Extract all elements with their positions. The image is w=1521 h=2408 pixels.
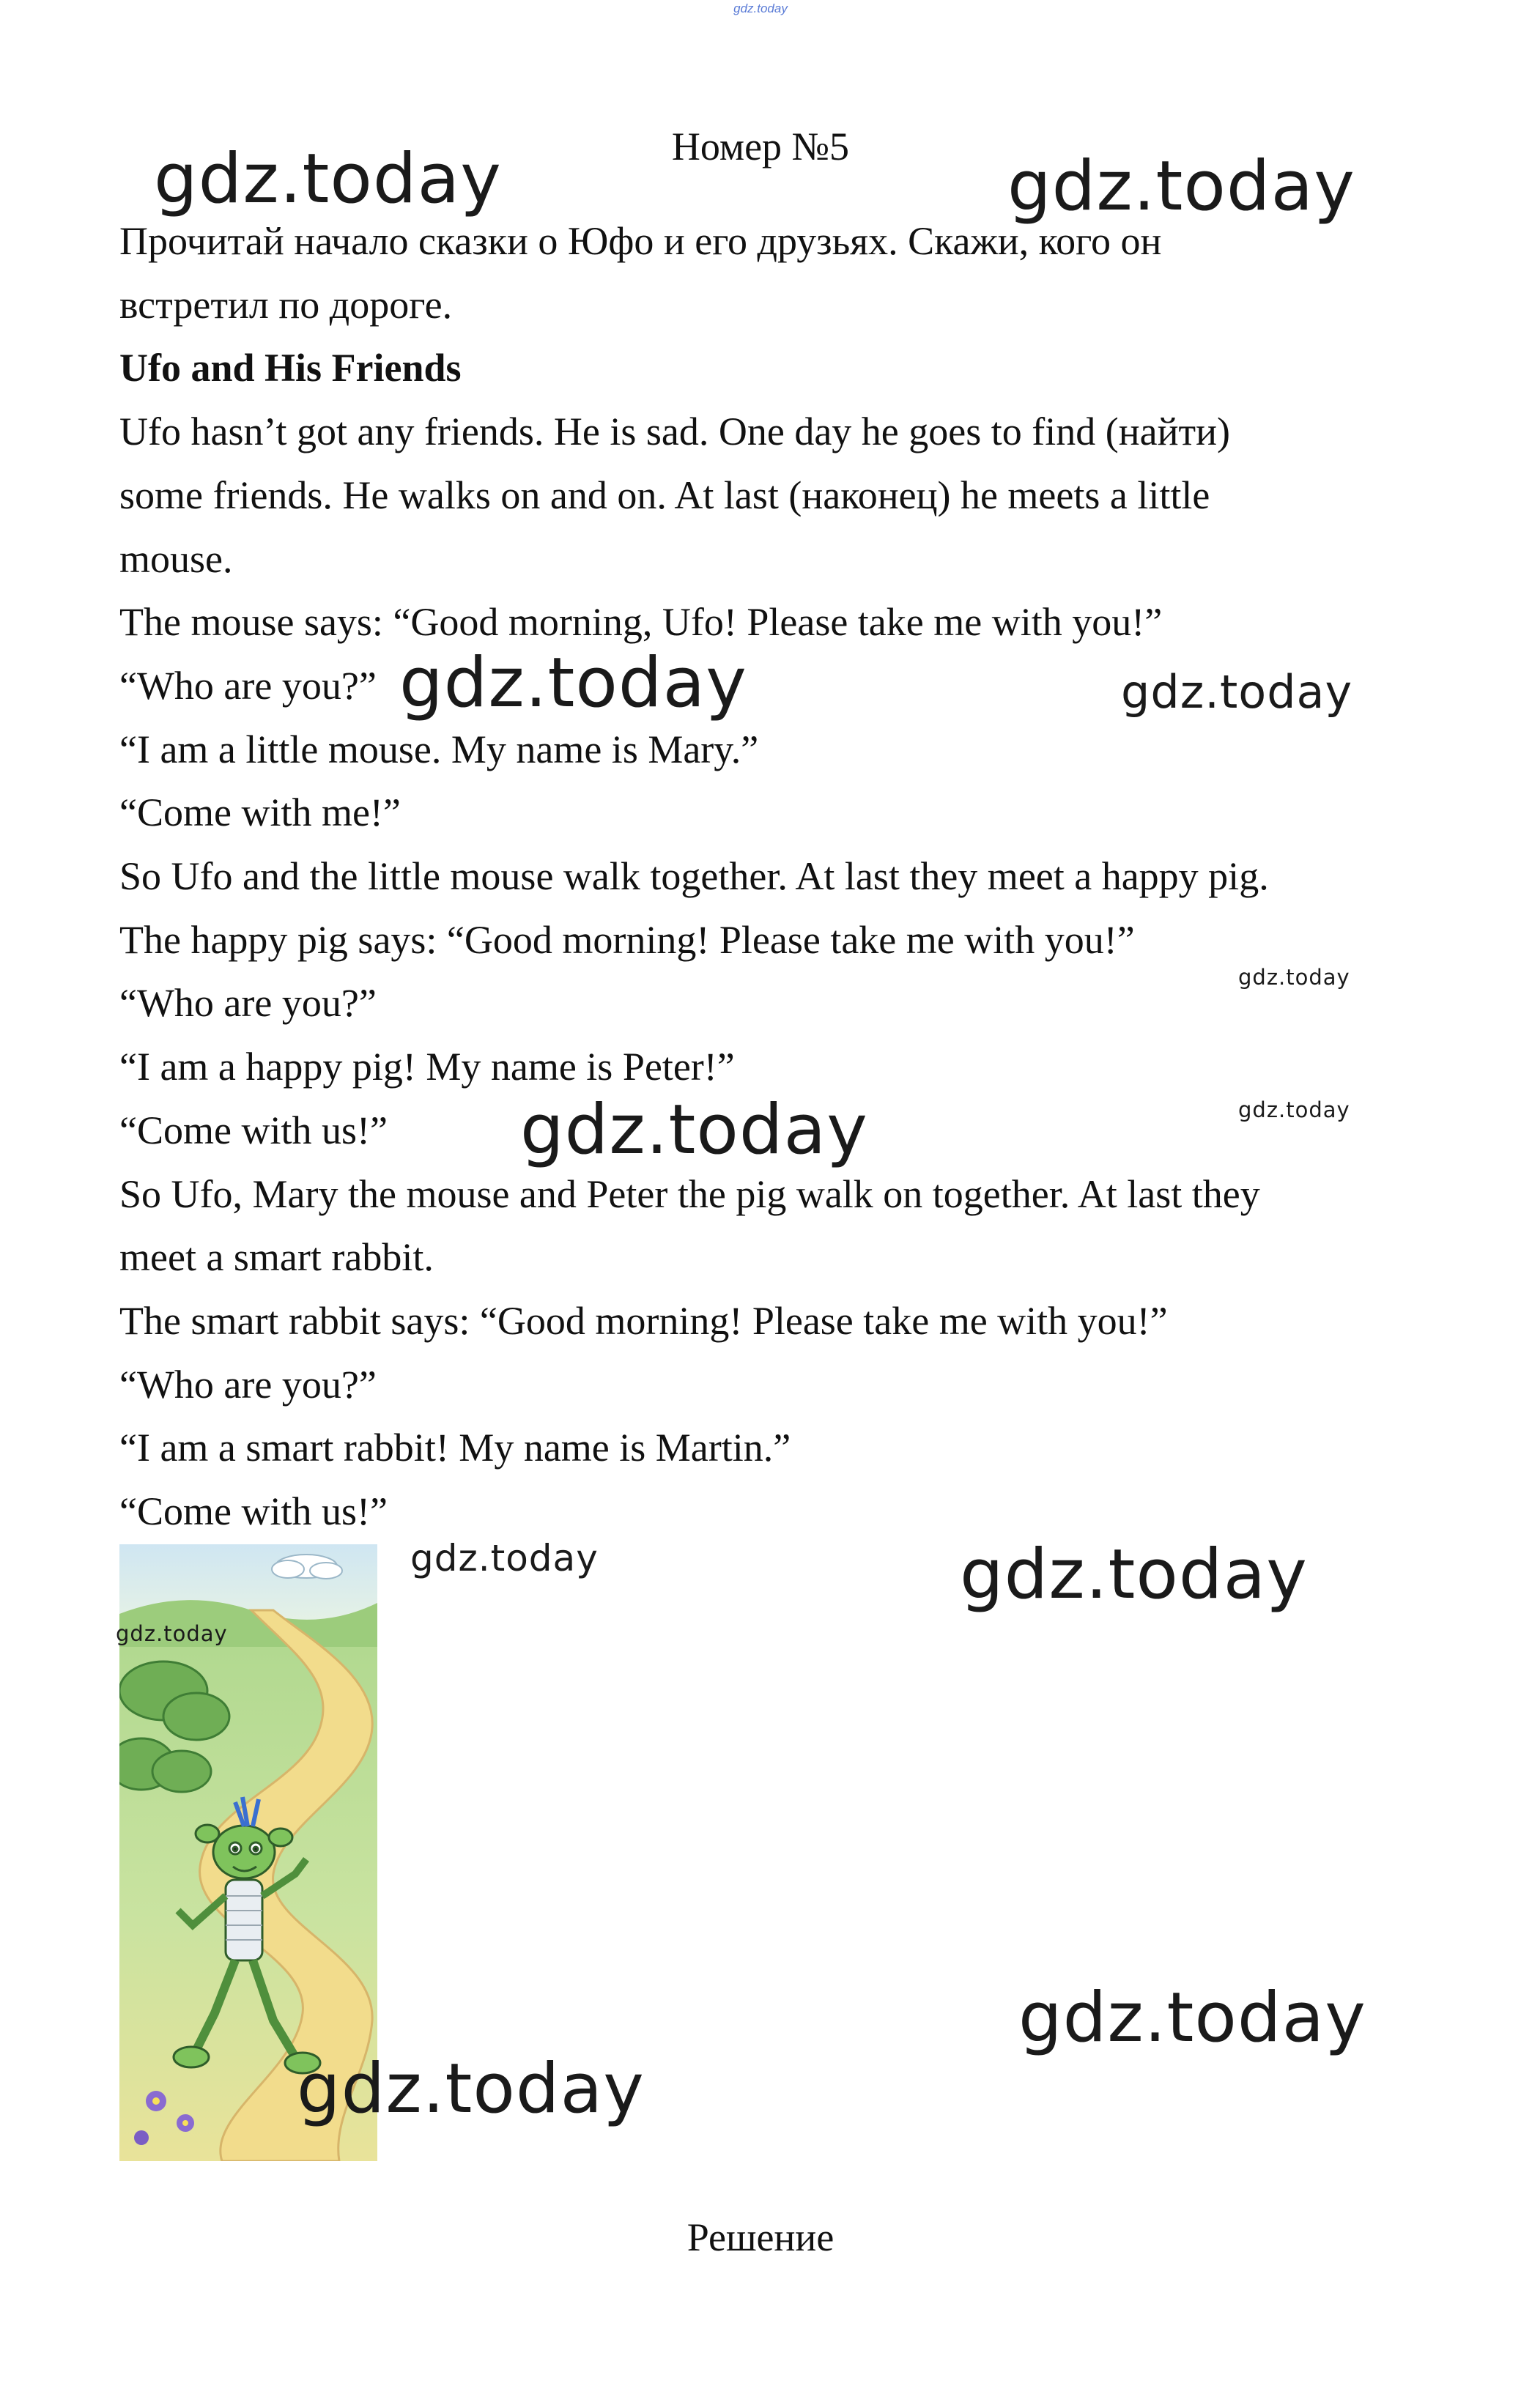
story-line: The happy pig says: “Good morning! Please take me with you!” bbox=[119, 917, 1135, 962]
story-line: “I am a happy pig! My name is Peter!” bbox=[119, 1045, 735, 1089]
watermark: gdz.today bbox=[520, 1090, 868, 1170]
story-line: mouse. bbox=[119, 536, 233, 581]
watermark: gdz.today bbox=[410, 1537, 599, 1579]
watermark: gdz.today bbox=[960, 1535, 1308, 1615]
watermark: gdz.today bbox=[1018, 1978, 1366, 2058]
watermark: gdz.today bbox=[297, 2049, 645, 2129]
instruction-line: встретил по дороге. bbox=[119, 282, 453, 327]
watermark: gdz.today bbox=[1121, 665, 1353, 719]
story-line: So Ufo, Mary the mouse and Peter the pig walk on together. At last they bbox=[119, 1171, 1260, 1216]
story-line: “I am a smart rabbit! My name is Martin.” bbox=[119, 1426, 791, 1470]
instruction-line: Прочитай начало сказки о Юфо и его друзьях. Скажи, кого он bbox=[119, 219, 1162, 263]
text-body bbox=[119, 210, 1438, 1544]
story-line: “Come with me!” bbox=[119, 790, 401, 835]
watermark: gdz.today bbox=[1238, 1097, 1350, 1122]
page-title: Номер №5 bbox=[671, 125, 850, 168]
story-line: The smart rabbit says: “Good morning! Please take me with you!” bbox=[119, 1298, 1168, 1343]
top-watermark: gdz.today bbox=[733, 1, 788, 15]
story-line: The mouse says: “Good morning, Ufo! Please take me with you!” bbox=[119, 600, 1163, 645]
story-line: some friends. He walks on and on. At last (наконец) he meets a little bbox=[119, 473, 1210, 517]
watermark: gdz.today bbox=[154, 139, 502, 219]
story-line: “Who are you?” bbox=[119, 981, 377, 1026]
watermark: gdz.today bbox=[1238, 965, 1350, 990]
story-line: “Who are you?” bbox=[119, 663, 377, 708]
story-line: meet a smart rabbit. bbox=[119, 1235, 434, 1280]
story-line: Ufo hasn’t got any friends. He is sad. One day he goes to find (найти) bbox=[119, 410, 1230, 454]
story-line: “Come with us!” bbox=[119, 1489, 388, 1534]
watermark: gdz.today bbox=[116, 1621, 228, 1646]
story-line: “Come with us!” bbox=[119, 1108, 388, 1152]
story-line: “Who are you?” bbox=[119, 1362, 377, 1407]
watermark: gdz.today bbox=[399, 643, 747, 723]
story-line: So Ufo and the little mouse walk together. At last they meet a happy pig. bbox=[119, 854, 1269, 899]
solution-label: Решение bbox=[687, 2215, 834, 2259]
story-title: Ufo and His Friends bbox=[119, 346, 462, 390]
story-line: “I am a little mouse. My name is Mary.” bbox=[119, 727, 759, 771]
watermark: gdz.today bbox=[1007, 147, 1355, 226]
ufo-illustration bbox=[119, 1544, 377, 2161]
